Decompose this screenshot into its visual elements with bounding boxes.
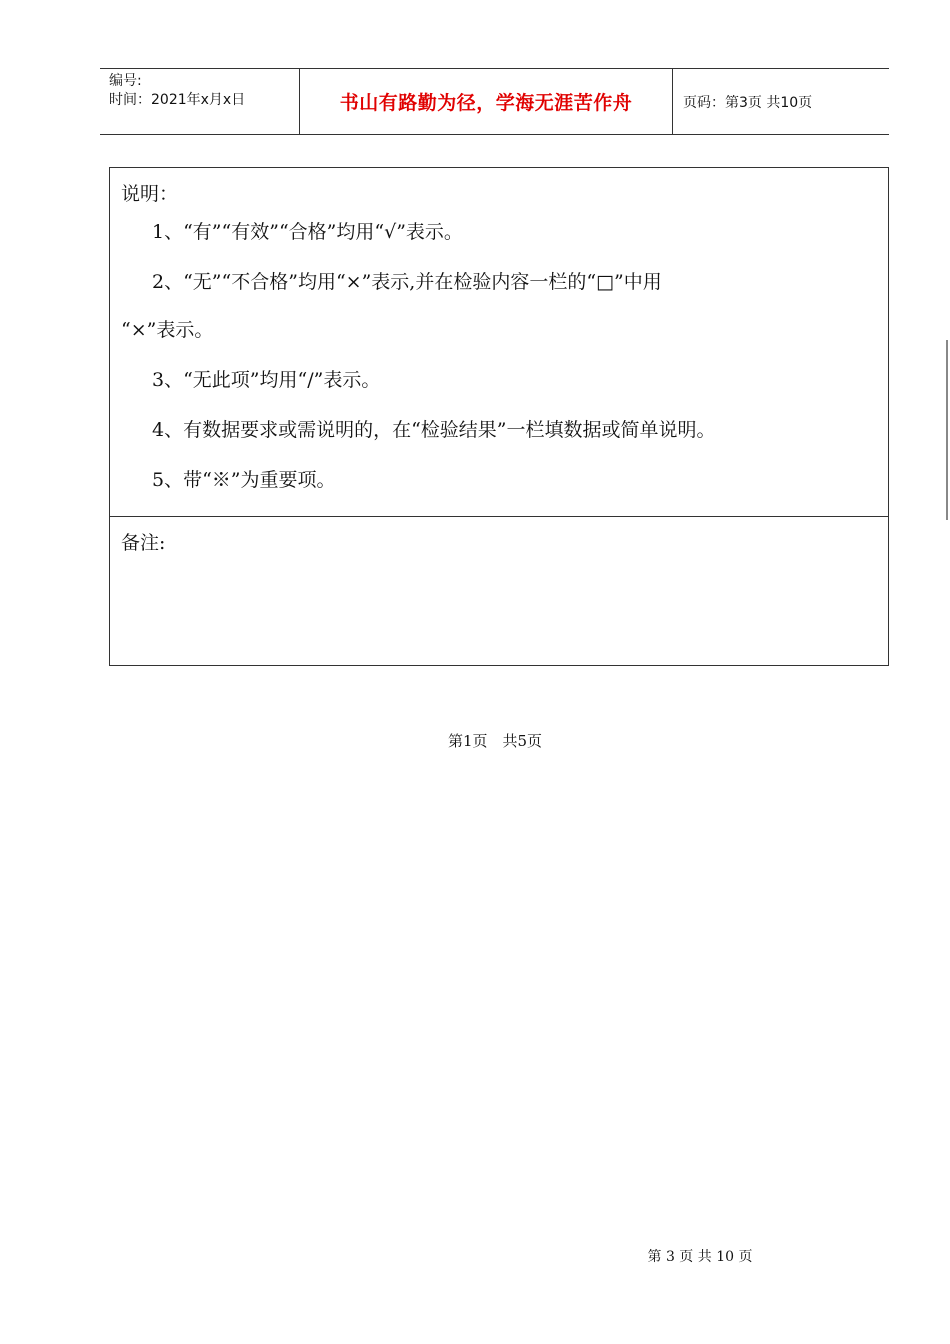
note-item-4: 4、有数据要求或需说明的，在“检验结果”一栏填数据或简单说明。 — [152, 419, 716, 441]
header-page-info — [673, 69, 889, 134]
remarks-title: 备注: — [121, 532, 166, 554]
instructions-table — [109, 167, 889, 666]
page-header — [100, 68, 889, 135]
document-date: 时间：2021年x月x日 — [109, 92, 246, 108]
page-info-text: 页码：第3页 共10页 — [683, 94, 813, 111]
motto-text: 书山有路勤为径，学海无涯苦作舟 — [339, 92, 633, 114]
note-item-1: 1、“有”“有效”“合格”均用“√”表示。 — [152, 221, 463, 243]
note-item-5: 5、带“※”为重要项。 — [152, 469, 336, 491]
document-number-label: 编号: — [109, 73, 142, 89]
note-item-3: 3、“无此项”均用“/”表示。 — [152, 369, 381, 391]
footer-page-number: 第 3 页 共 10 页 — [647, 1249, 753, 1265]
header-meta — [100, 69, 300, 134]
notes-section — [110, 168, 888, 517]
edge-mark — [946, 340, 948, 520]
header-motto — [300, 69, 673, 134]
inner-page-number: 第1页 共5页 — [447, 732, 543, 750]
remarks-section — [110, 517, 888, 665]
note-item-2: 2、“无”“不合格”均用“×”表示,并在检验内容一栏的“□”中用 — [152, 271, 662, 293]
note-item-2-continued: “×”表示。 — [121, 319, 214, 341]
notes-title: 说明： — [121, 183, 179, 205]
